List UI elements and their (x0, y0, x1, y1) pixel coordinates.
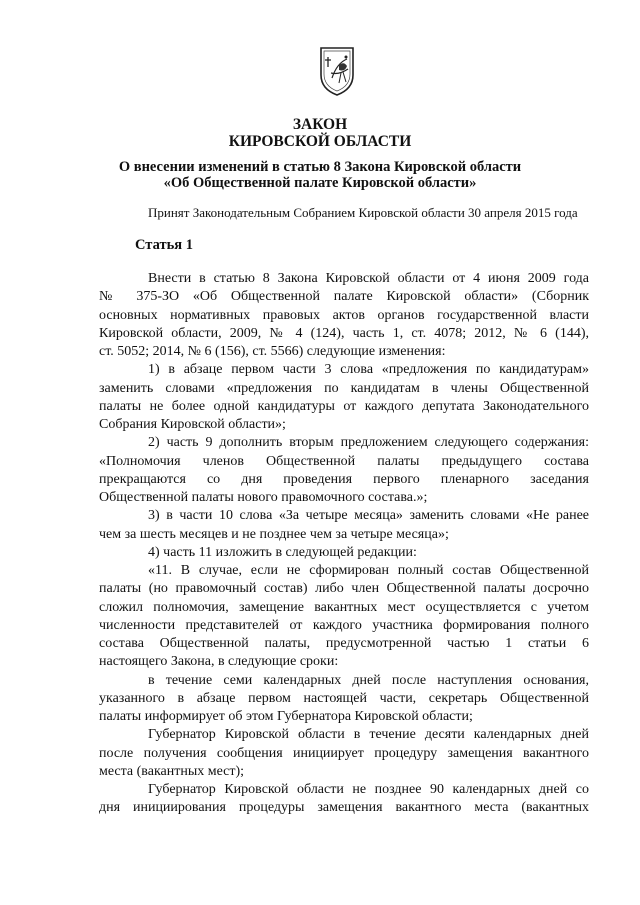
text-line: сложил полномочия, замещение вакантных мест осуществляется с учетом (99, 599, 589, 615)
text-line: 2) часть 9 дополнить вторым предложением следующего содержания: (148, 435, 589, 451)
text-line: численности представителей от каждого участника формирования полного (99, 617, 589, 633)
text-line: прекращаются со дня проведения первого пленарного заседания (99, 471, 589, 487)
text-line: № 375-ЗО «Об Общественной палате Кировской области» (Сборник (99, 289, 589, 305)
text-line: заменить словами «предложения по кандидатам в члены Общественной (99, 380, 589, 396)
text-line: дня инициирования процедуры замещения вакантного места (вакантных (99, 800, 589, 816)
text-line: 4) часть 11 изложить в следующей редакции: (148, 544, 417, 560)
text-line: Губернатор Кировской области в течение десяти календарных дней (148, 727, 589, 743)
article-body (99, 270, 589, 818)
law-region-title: КИРОВСКОЙ ОБЛАСТИ (228, 133, 412, 150)
text-line: указанного в абзаце первом настоящей части, секретарь Общественной (99, 690, 589, 706)
text-line: палаты информирует об этом Губернатора Кировской области; (99, 709, 473, 724)
text-line: Кировской области, 2009, № 4 (124), часть 1, ст. 4078; 2012, № 6 (144), (99, 325, 589, 341)
text-line: после получения сообщения инициирует процедуру замещения вакантного (99, 745, 589, 761)
text-line: основных нормативных правовых актов органов государственной власти (99, 307, 589, 323)
kirov-coat-of-arms-icon (317, 45, 357, 97)
law-subject-line-2: «Об Общественной палате Кировской области» (163, 175, 477, 191)
article-heading: Статья 1 (135, 237, 193, 253)
text-line: 1) в абзаце первом части 3 слова «предложения по кандидатурам» (148, 362, 589, 378)
text-line: в течение семи календарных дней после наступления основания, (148, 672, 589, 688)
adoption-note: Принят Законодательным Собранием Кировской области 30 апреля 2015 года (148, 205, 578, 220)
text-line: «Полномочия членов Общественной палаты предыдущего состава (99, 453, 589, 469)
text-line: Собрания Кировской области»; (99, 417, 286, 432)
text-line: 3) в части 10 слова «За четыре месяца» заменить словами «Не ранее (148, 508, 589, 524)
law-title: ЗАКОН (292, 116, 348, 133)
text-line: ст. 5052; 2014, № 6 (156), ст. 5566) следующие изменения: (99, 344, 446, 359)
text-line: чем за шесть месяцев и не позднее чем за четыре месяца»; (99, 526, 449, 542)
law-subject-line-1: О внесении изменений в статью 8 Закона Кировской области (118, 159, 522, 175)
text-line: места (вакантных мест); (99, 763, 245, 779)
text-line: палаты не более одной кандидатуры от каждого депутата Законодательного (99, 398, 589, 414)
text-line: Внести в статью 8 Закона Кировской области от 4 июня 2009 года (148, 271, 589, 286)
text-line: «11. В случае, если не сформирован полный состав Общественной (148, 563, 589, 578)
text-line: состава Общественной палаты, предусмотренной частью 1 статьи 6 (99, 636, 589, 651)
text-line: палаты (но правомочный состав) либо член Общественной палаты досрочно (99, 581, 589, 597)
text-line: Губернатор Кировской области не позднее 90 календарных дней со (148, 782, 589, 797)
text-line: настоящего Закона, в следующие сроки: (99, 654, 339, 670)
text-line: Общественной палаты нового правомочного состава.»; (99, 490, 428, 505)
